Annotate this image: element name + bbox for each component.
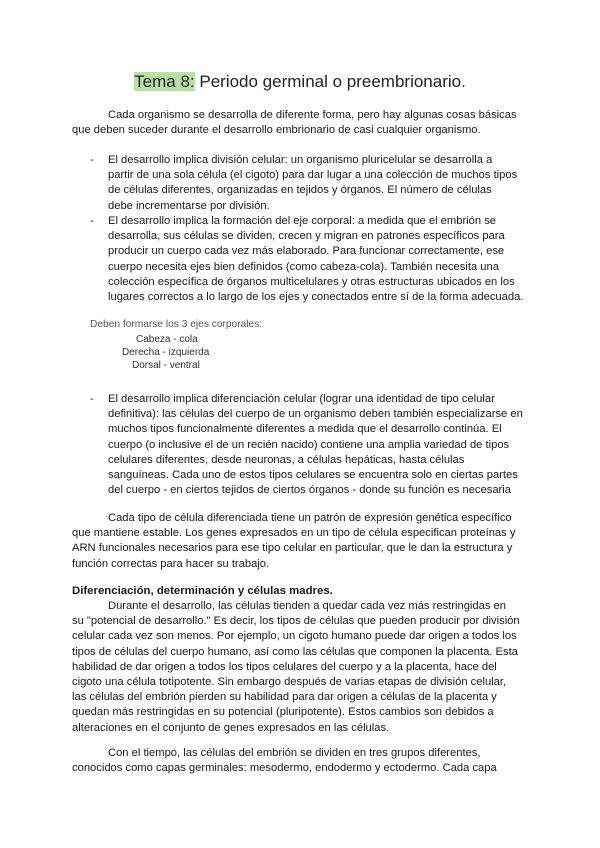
section-heading: Diferenciación, determinación y células madres.: [72, 585, 333, 597]
bullet-marker: -: [90, 393, 94, 405]
bullet-marker: -: [90, 154, 94, 166]
title-text: Periodo germinal o preembrionario.: [194, 72, 466, 91]
title-highlight: Tema 8:: [134, 72, 195, 91]
bullet-eje-corporal: El desarrollo implica la formación del eje corporal: a medida que el embrión se desarrolla, sus células se dividen, crecen y migran en patrones específicos para producir un cuerpo cada vez más elaborado. Para funcionar correctamente, ese cuerpo necesita ejes bien definidos (como cabeza-cola). También necesita una colección específica de órganos multicelulares y otras estructuras ubicados en los lugares correctos a lo largo de los ejes y conectados entre sí de la forma adecuada.: [108, 215, 524, 304]
bullet-division-celular: El desarrollo implica división celular: un organismo pluricelular se desarrolla a partir de una sola célula (el cigoto) para dar lugar a una colección de muchos tipos de células diferentes, organizadas en tejidos y órganos. El número de células debe incrementarse por división.: [108, 154, 518, 212]
axis-item: Dorsal - ventral: [132, 360, 200, 371]
intro-paragraph: Cada organismo se desarrolla de diferente forma, pero hay algunas cosas básicas que deben suceder durante el desarrollo embrionario de casi cualquier organismo.: [72, 109, 517, 137]
axis-item: Cabeza - cola: [136, 334, 198, 345]
paragraph-tipo-celula: Cada tipo de célula diferenciada tiene un patrón de expresión genética específico que mantiene estable. Los genes expresados en un tipo de célula especifican proteínas y ARN funcionales necesarios para ese tipo celular en particular, que le dan la estructura y función correctas para hacer su trabajo.: [72, 512, 516, 570]
paragraph-desarrollo: Durante el desarrollo, las células tienden a quedar cada vez más restringidas en su "potencial de desarrollo." Es decir, los tipos de células que pueden producir por división celular cada vez son menos. Por ejemplo, un cigoto humano puede dar origen a todos los tipos de células del cuerpo humano, así como las células que componen la placenta. Esta habilidad de dar origen a todos los tipos celulares del cuerpo y a la placenta, hace del cigoto una célula totipotente. Sin embargo después de varias etapas de división celular, las células del embrión pierden su habilidad para dar origen a células de la placenta y quedan más restringidas en su potencial (pluripotente). Estos cambios son debidos a alteraciones en el conjunto de genes expresados en las células.: [72, 600, 520, 734]
axes-heading: Deben formarse los 3 ejes corporales:: [90, 319, 263, 330]
page-title: [0, 72, 600, 92]
body-axes-figure: [90, 318, 290, 374]
paragraph-capas-germinales: Con el tiempo, las células del embrión se dividen en tres grupos diferentes, conocidos como capas germinales: mesodermo, endodermo y ectodermo. Cada capa: [72, 747, 497, 775]
axis-item: Derecha - izquierda: [122, 347, 210, 358]
bullet-marker: -: [90, 215, 94, 227]
bullet-diferenciacion-celular: El desarrollo implica diferenciación celular (lograr una identidad de tipo celular definitiva): las células del cuerpo de un organismo deben también especializarse en muchos tipos funcionalmente diferentes a medida que el desarrollo continúa. El cuerpo (o inclusive el de un recién nacido) contiene una amplia variedad de tipos celulares diferentes, desde neuronas, a células hepáticas, hasta células sanguíneas. Cada uno de estos tipos celulares se encuentra solo en ciertas partes del cuerpo - en ciertos tejidos de ciertos órganos - donde su función es necesaria: [108, 393, 523, 497]
